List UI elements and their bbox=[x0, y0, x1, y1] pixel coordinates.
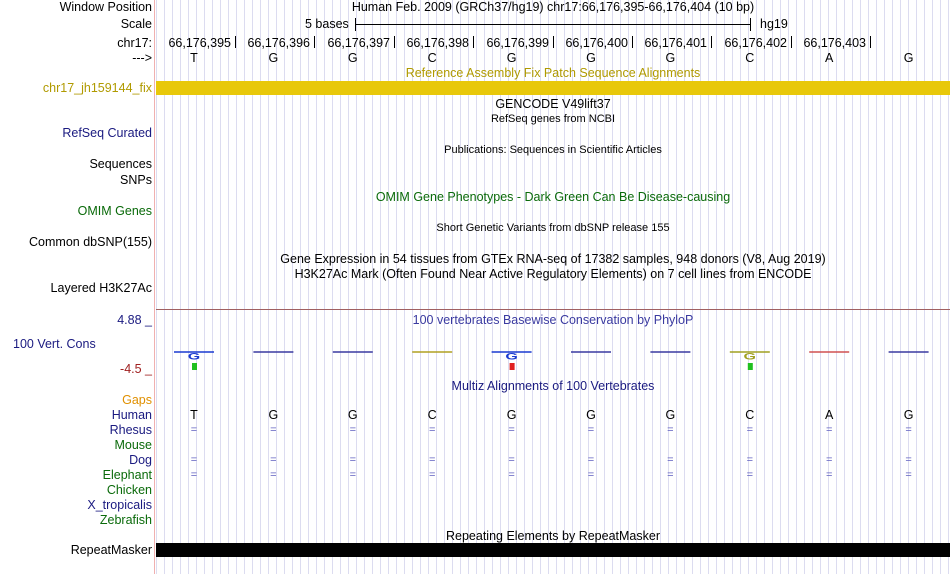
scale-text: 5 bases bbox=[305, 17, 349, 31]
cons-logo-letter: G bbox=[743, 350, 757, 362]
position-label: 66,176,399 bbox=[486, 36, 549, 50]
species-label[interactable]: X_tropicalis bbox=[87, 498, 152, 512]
base-letter: G bbox=[268, 51, 279, 65]
cons-logo-mark bbox=[748, 363, 753, 370]
alignment-cell: = bbox=[587, 424, 595, 436]
cons-logo-letter: G bbox=[505, 350, 518, 362]
alignment-cell: = bbox=[746, 424, 754, 436]
alignment-cell: = bbox=[667, 454, 674, 466]
position-label: 66,176,397 bbox=[327, 36, 390, 50]
alignment-cell: = bbox=[428, 469, 436, 481]
alignment-cell: G bbox=[506, 408, 517, 422]
position-label: 66,176,401 bbox=[644, 36, 707, 50]
cons-logo-plot bbox=[156, 345, 950, 375]
scale-assembly: hg19 bbox=[760, 17, 788, 31]
track-separator bbox=[156, 309, 950, 310]
alignment-cell: = bbox=[825, 424, 833, 436]
species-label[interactable]: Zebrafish bbox=[99, 513, 152, 527]
alignment-cell: G bbox=[665, 408, 676, 422]
base-letter: G bbox=[347, 51, 358, 65]
alignment-cell: = bbox=[349, 469, 357, 481]
species-label[interactable]: Rhesus bbox=[109, 423, 152, 437]
alignment-cell: = bbox=[349, 454, 357, 466]
window-position-label: Window Position bbox=[59, 0, 152, 14]
alignment-cell: = bbox=[270, 424, 277, 436]
alignment-cell: = bbox=[746, 454, 754, 466]
cons-logo-letter: G bbox=[187, 350, 201, 362]
alignment-cell: = bbox=[667, 424, 674, 436]
omim-label[interactable]: OMIM Genes bbox=[77, 204, 152, 218]
h3k27ac-label[interactable]: Layered H3K27Ac bbox=[50, 281, 152, 295]
publications-title: Publications: Sequences in Scientific Articles bbox=[444, 144, 662, 156]
alignment-cell: = bbox=[428, 454, 436, 466]
alignment-cell: = bbox=[905, 454, 912, 466]
multiz-title: Multiz Alignments of 100 Vertebrates bbox=[451, 379, 655, 393]
alignment-cell: = bbox=[825, 454, 833, 466]
base-letter: G bbox=[506, 51, 517, 65]
species-label[interactable]: Chicken bbox=[106, 483, 152, 497]
alignment-cell: G bbox=[903, 408, 914, 422]
alignment-cell: = bbox=[270, 469, 277, 481]
base-letter: C bbox=[427, 51, 437, 65]
position-label: 66,176,398 bbox=[406, 36, 469, 50]
alignment-cell: = bbox=[349, 424, 357, 436]
scale-bar-right-tick bbox=[750, 18, 751, 31]
alignment-cell: G bbox=[586, 408, 596, 422]
species-label[interactable]: Mouse bbox=[114, 438, 152, 452]
alignment-cell: C bbox=[427, 408, 437, 422]
repeat-title: Repeating Elements by RepeatMasker bbox=[445, 529, 660, 543]
base-letter: A bbox=[825, 51, 834, 65]
sequences-label[interactable]: Sequences bbox=[89, 157, 152, 171]
gencode-title: GENCODE V49lift37 bbox=[495, 97, 611, 111]
h3k27ac-title: H3K27Ac Mark (Often Found Near Active Regulatory Elements) on 7 cell lines from ENCODE bbox=[294, 267, 812, 281]
repeat-label[interactable]: RepeatMasker bbox=[70, 543, 152, 557]
species-label[interactable]: Human bbox=[111, 408, 152, 422]
short-variants-title: Short Genetic Variants from dbSNP release 155 bbox=[436, 222, 670, 234]
repeat-bar[interactable] bbox=[156, 543, 950, 557]
common-dbsnp-label[interactable]: Common dbSNP(155) bbox=[29, 235, 152, 249]
fix-patch-title: Reference Assembly Fix Patch Sequence Alignments bbox=[405, 66, 701, 80]
species-label[interactable]: Dog bbox=[129, 453, 152, 467]
scale-label: Scale bbox=[120, 17, 152, 31]
position-label: 66,176,402 bbox=[724, 36, 787, 50]
alignment-cell: = bbox=[190, 454, 198, 466]
position-label: 66,176,395 bbox=[168, 36, 231, 50]
alignment-cell: = bbox=[746, 469, 754, 481]
alignment-cell: = bbox=[667, 469, 674, 481]
alignment-cell: = bbox=[190, 424, 198, 436]
alignment-cell: = bbox=[270, 454, 277, 466]
alignment-cell: = bbox=[190, 469, 198, 481]
strand-arrow-label: ---> bbox=[132, 51, 152, 65]
gtex-title: Gene Expression in 54 tissues from GTEx RNA-seq of 17382 samples, 948 donors (V8, Aug 2019) bbox=[280, 252, 826, 266]
alignment-cell: = bbox=[428, 424, 436, 436]
scale-bar bbox=[355, 24, 751, 25]
alignment-cell: = bbox=[508, 454, 515, 466]
position-label: 66,176,403 bbox=[803, 36, 866, 50]
position-label: 66,176,400 bbox=[565, 36, 628, 50]
label-column-divider bbox=[154, 0, 155, 574]
position-label: 66,176,396 bbox=[247, 36, 310, 50]
cons-logo-mark bbox=[192, 363, 197, 370]
base-letter: G bbox=[665, 51, 676, 65]
alignment-cell: = bbox=[508, 424, 515, 436]
alignment-cell: = bbox=[587, 454, 595, 466]
alignment-cell: A bbox=[825, 408, 834, 422]
refseq-label[interactable]: RefSeq Curated bbox=[62, 126, 152, 140]
omim-title: OMIM Gene Phenotypes - Dark Green Can Be Disease-causing bbox=[375, 190, 731, 204]
base-letter: G bbox=[586, 51, 596, 65]
base-letter: G bbox=[903, 51, 914, 65]
alignment-cell: = bbox=[905, 424, 912, 436]
alignment-cell: = bbox=[587, 469, 595, 481]
alignment-cell: T bbox=[190, 408, 198, 422]
species-label[interactable]: Elephant bbox=[102, 468, 152, 482]
alignment-cell: = bbox=[508, 469, 515, 481]
cons-min-value: -4.5 _ bbox=[120, 362, 152, 376]
fix-patch-bar[interactable] bbox=[156, 81, 950, 95]
alignment-cell: = bbox=[825, 469, 833, 481]
scale-bar-left-tick bbox=[355, 18, 356, 31]
alignment-cell: G bbox=[268, 408, 279, 422]
alignment-cell: = bbox=[905, 469, 912, 481]
refseq-subtitle: RefSeq genes from NCBI bbox=[490, 113, 616, 125]
chrom-label: chr17: bbox=[117, 36, 152, 50]
position-tick bbox=[870, 36, 871, 48]
alignment-cell: C bbox=[745, 408, 755, 422]
cons-label[interactable]: 100 Vert. Cons bbox=[13, 337, 96, 351]
fix-patch-label[interactable]: chr17_jh159144_fix bbox=[42, 81, 152, 95]
alignment-cell: G bbox=[347, 408, 358, 422]
snps-label[interactable]: SNPs bbox=[120, 173, 152, 187]
cons-title: 100 vertebrates Basewise Conservation by PhyloP bbox=[412, 313, 694, 327]
base-letter: C bbox=[745, 51, 755, 65]
base-letter: T bbox=[190, 51, 198, 65]
cons-logo-mark bbox=[510, 363, 515, 370]
window-position-text: Human Feb. 2009 (GRCh37/hg19) chr17:66,176,395-66,176,404 (10 bp) bbox=[351, 0, 755, 14]
gaps-label[interactable]: Gaps bbox=[122, 393, 152, 407]
cons-max-value: 4.88 _ bbox=[117, 313, 152, 327]
